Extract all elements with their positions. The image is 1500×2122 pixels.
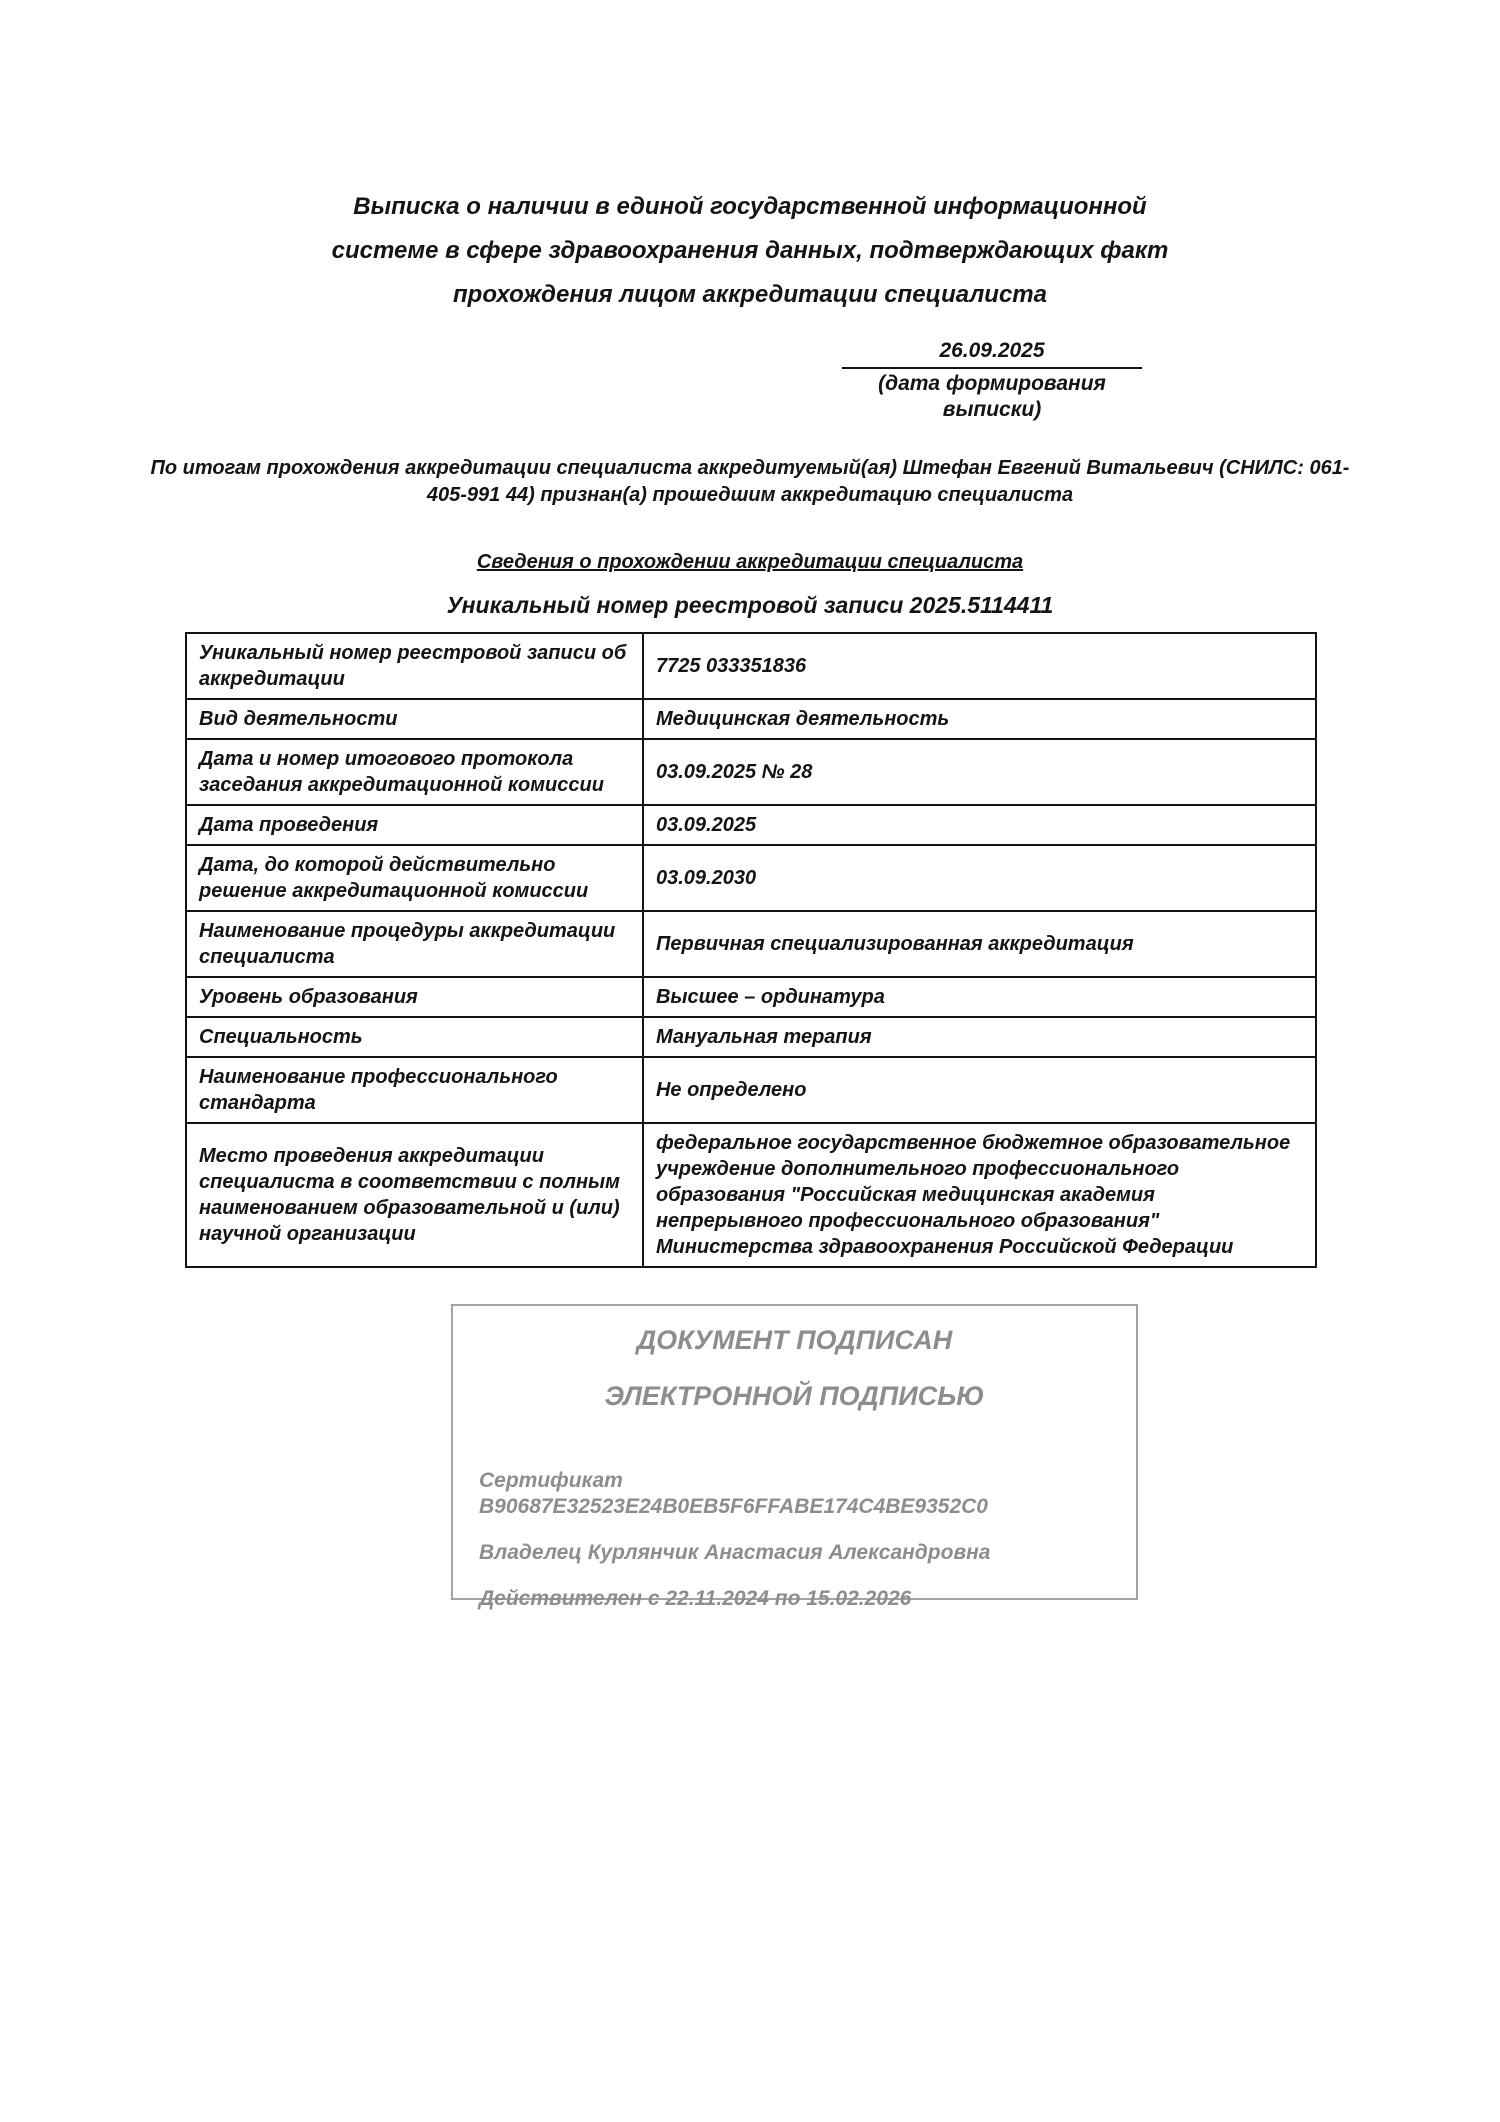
row-label: Наименование процедуры аккредитации специалиста [186,911,643,977]
accreditation-summary-line-2: 405-991 44) признан(а) прошедшим аккредитацию специалиста [426,484,1074,506]
row-value: Первичная специализированная аккредитация [643,911,1316,977]
signature-owner: Владелец Курлянчик Анастасия Александровна [479,1541,991,1564]
row-label: Место проведения аккредитации специалиста в соответствии с полным наименованием образовательной и (или) научной организации [186,1123,643,1267]
row-value: 03.09.2025 № 28 [643,739,1316,805]
row-value: федеральное государственное бюджетное образовательное учреждение дополнительного профессионального образования "Российская медицинская академия непрерывного профессионального образования" Министерства здравоохранения Российской Федерации [643,1123,1316,1267]
row-value: Медицинская деятельность [643,699,1316,739]
table-row [186,1057,1316,1123]
row-label: Наименование профессионального стандарта [186,1057,643,1123]
table-row [186,845,1316,911]
accreditation-summary-line-1: По итогам прохождения аккредитации специалиста аккредитуемый(ая) Штефан Евгений Витальевич (СНИЛС: 061- [150,457,1350,479]
row-label: Уникальный номер реестровой записи об аккредитации [186,633,643,699]
document-title-line-2: системе в сфере здравоохранения данных, подтверждающих факт [331,237,1169,264]
signature-certificate: Сертификат B90687E32523E24B0EB5F6FFABE174C4BE9352C0 [479,1469,988,1518]
electronic-signature-stamp [451,1304,1138,1610]
accreditation-summary [115,455,1385,509]
row-value: 7725 033351836 [643,633,1316,699]
row-label: Вид деятельности [186,699,643,739]
document-title-line-3: прохождения лицом аккредитации специалиста [453,281,1047,308]
document-title [270,185,1230,317]
row-label: Дата проведения [186,805,643,845]
accreditation-details-table [185,632,1317,1268]
signature-title-line-2: ЭЛЕКТРОННОЙ ПОДПИСЬЮ [604,1381,985,1411]
table-row [186,1123,1316,1267]
row-value: Высшее – ординатура [643,977,1316,1017]
row-value: Не определено [643,1057,1316,1123]
table-row [186,1017,1316,1057]
document-title-line-1: Выписка о наличии в единой государственной информационной [353,193,1147,220]
row-value: 03.09.2030 [643,845,1316,911]
table-row [186,977,1316,1017]
signature-title-line-1: ДОКУМЕНТ ПОДПИСАН [636,1325,953,1355]
table-row [186,633,1316,699]
formation-date-value: 26.09.2025 [842,337,1142,369]
table-row [186,911,1316,977]
table-row [186,699,1316,739]
section-heading: Сведения о прохождении аккредитации специалиста [476,551,1024,573]
registry-number-heading: Уникальный номер реестровой записи 2025.5114411 [446,592,1054,618]
row-label: Дата, до которой действительно решение аккредитационной комиссии [186,845,643,911]
table-row [186,805,1316,845]
row-label: Уровень образования [186,977,643,1017]
formation-date-caption: (дата формирования выписки) [878,372,1106,421]
signature-validity: Действителен с 22.11.2024 по 15.02.2026 [479,1587,912,1610]
row-label: Специальность [186,1017,643,1057]
row-label: Дата и номер итогового протокола заседания аккредитационной комиссии [186,739,643,805]
row-value: Мануальная терапия [643,1017,1316,1057]
formation-date-block [842,337,1142,423]
row-value: 03.09.2025 [643,805,1316,845]
table-row [186,739,1316,805]
